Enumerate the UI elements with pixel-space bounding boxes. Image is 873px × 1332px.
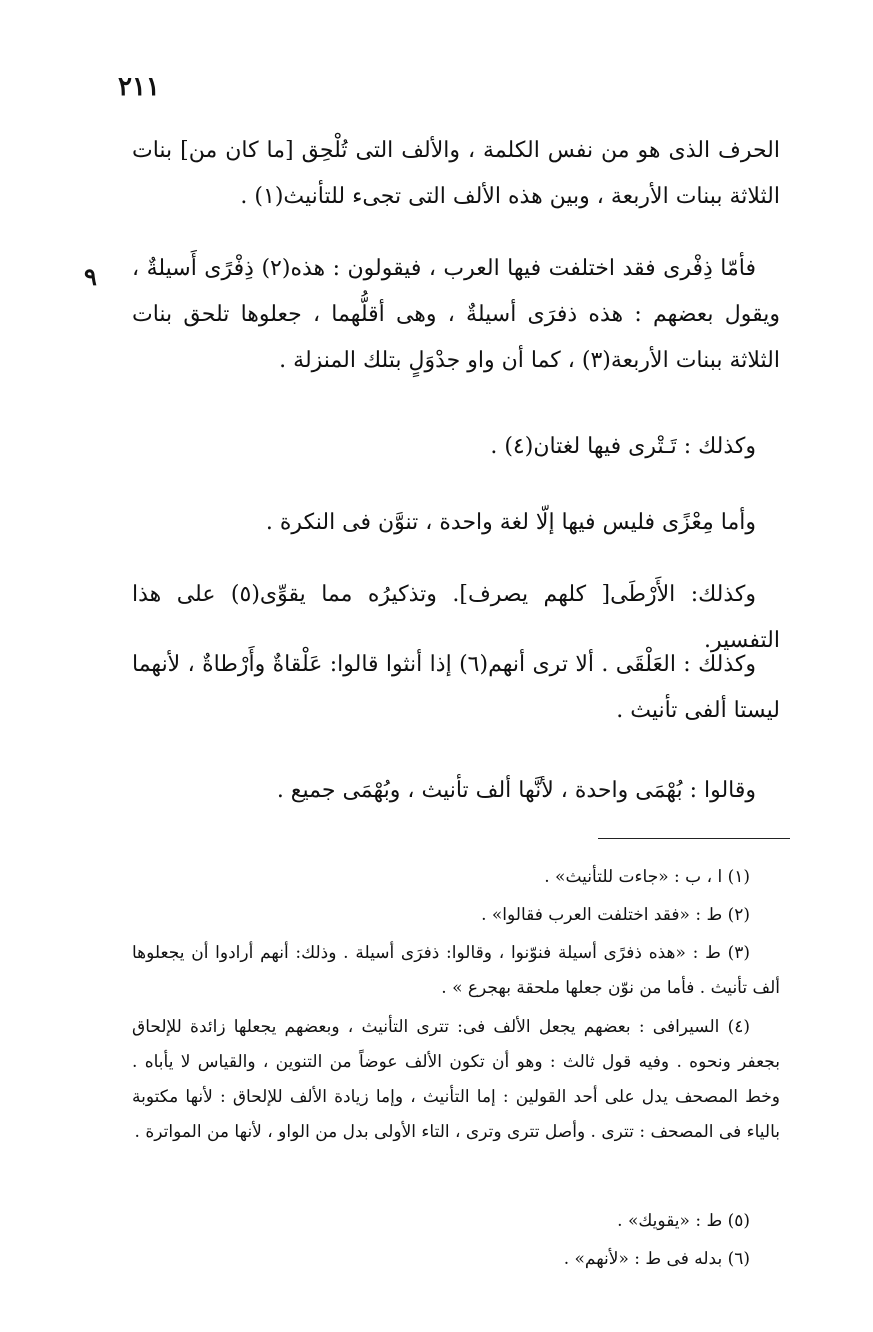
page-number: ٢١١ bbox=[118, 72, 160, 102]
paragraph-1: الحرف الذى هو من نفس الكلمة ، والألف التى تُلْحِق [ما كان من] بنات الثلاثة ببنات الأربعة ، وبين هذه الألف التى تجىء للتأنيث(١) . bbox=[132, 138, 780, 209]
margin-line-number: ٩ bbox=[84, 262, 97, 291]
paragraph-6: وكذلك : العَلْقَى . ألا ترى أنهم(٦) إذا أنثوا قالوا: عَلْقاةٌ وأَرْطاةٌ ، لأنهما ليستا ألفى تأنيث . bbox=[132, 652, 780, 723]
paragraph-5: وكذلك: الأَرْطَى[ كلهم يصرف]. وتذكيرُه مما يقوِّى(٥) على هذا التفسير. bbox=[132, 582, 780, 653]
footnote-separator bbox=[598, 838, 790, 839]
paragraph-3: وكذلك : تَـتْرى فيها لغتان(٤) . bbox=[490, 434, 756, 459]
footnote-4: (٤) السيرافى : بعضهم يجعل الألف فى: تترى التأنيث ، وبعضهم يجعلها زائدة للإلحاق بجعفر ونحوه . وفيه قول ثالث : وهو أن تكون الألف عوضاً من التنوين ، والقياس لا يأباه . وخط المصحف يدل على أحد القولين : إما التأنيث ، وإما زيادة الألف للإلحاق : لأنها مكتوبة بالياء فى المصحف : تترى . وأصل تترى وترى ، التاء الأولى بدل من الواو ، لأنها من المواترة . bbox=[132, 1017, 780, 1142]
footnote-1: (١) ا ، ب : «جاءت للتأنيث» . bbox=[544, 867, 750, 887]
footnote-6: (٦) بدله فى ط : «لأنهم» . bbox=[563, 1249, 750, 1269]
footnote-2: (٢) ط : «فقد اختلفت العرب فقالوا» . bbox=[481, 905, 750, 925]
paragraph-2: فأمّا ذِفْرى فقد اختلفت فيها العرب ، فيقولون : هذه(٢) ذِفْرًى أَسيلةٌ ، ويقول بعضهم : هذه ذفرَى أسيلةٌ ، وهى أقلُّهما ، جعلوها تلحق بنات الثلاثة ببنات الأربعة(٣) ، كما أن واو جدْوَلٍ بتلك المنزلة . bbox=[132, 256, 780, 373]
paragraph-7: وقالوا : بُهْمَى واحدة ، لأنَّها ألف تأنيث ، وبُهْمَى جميع . bbox=[276, 778, 756, 803]
footnote-3: (٣) ط : «هذه ذفرًى أسيلة فنوّنوا ، وقالوا: ذفرَى أسيلة . وذلك: أنهم أرادوا أن يجعلوها ألف تأنيث . فأما من نوّن جعلها ملحقة بهجرع » . bbox=[132, 943, 780, 998]
paragraph-4: وأما مِعْزًى فليس فيها إلّا لغة واحدة ، تنوَّن فى النكرة . bbox=[265, 510, 756, 535]
footnote-5: (٥) ط : «يقويك» . bbox=[617, 1211, 750, 1231]
